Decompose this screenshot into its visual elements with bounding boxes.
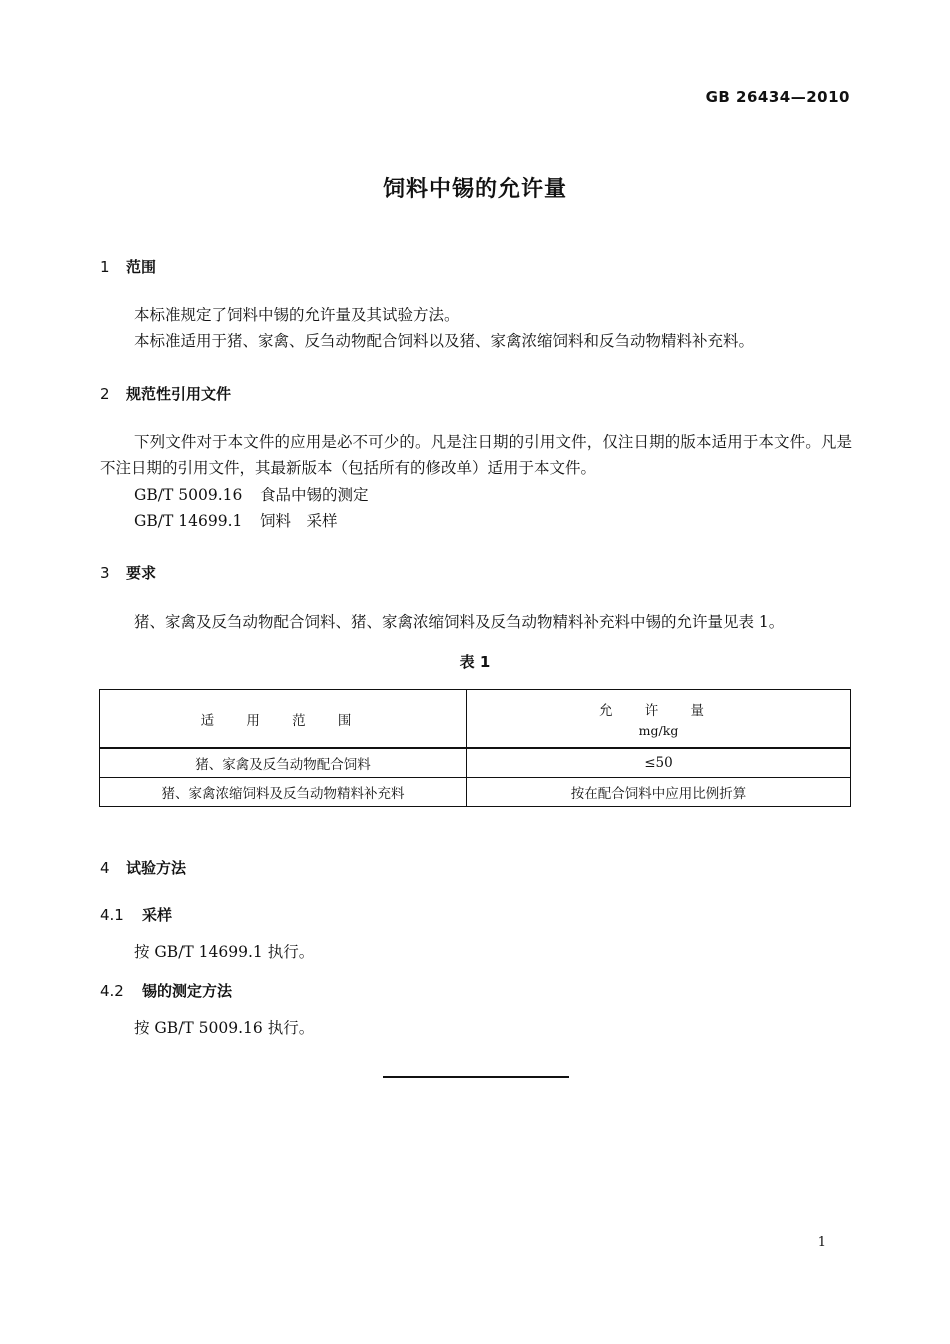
table-header-row bbox=[100, 690, 851, 749]
document-title: 饲料中锡的允许量 bbox=[382, 177, 567, 202]
header-scope: 适 用 范 围 bbox=[100, 690, 467, 749]
subsection-title: 锡的测定方法 bbox=[142, 982, 233, 1000]
subsection-4-1-text: 按 GB/T 14699.1 执行。 bbox=[134, 943, 315, 961]
section-2-paragraph: 下列文件对于本文件的应用是必不可少的。凡是注日期的引用文件，仅注日期的版本适用于本文件。凡是不注日期的引用文件，其最新版本（包括所有的修改单）适用于本文件。 bbox=[100, 433, 852, 477]
reference-item bbox=[134, 509, 338, 531]
section-number: 1 bbox=[100, 258, 110, 276]
cell-limit: ≤50 bbox=[467, 748, 851, 778]
section-1-heading bbox=[100, 256, 156, 277]
requirements-table bbox=[99, 689, 851, 807]
cell-limit: 按在配合饲料中应用比例折算 bbox=[467, 778, 851, 807]
subsection-4-2-text: 按 GB/T 5009.16 执行。 bbox=[134, 1019, 315, 1037]
reference-name: 饲料 采样 bbox=[260, 512, 338, 530]
cell-scope: 猪、家禽浓缩饲料及反刍动物精料补充料 bbox=[100, 778, 467, 807]
reference-item bbox=[134, 483, 369, 505]
section-3-heading bbox=[100, 562, 156, 583]
subsection-4-1-heading bbox=[100, 904, 172, 925]
header-limit-label: 允 许 量 bbox=[598, 703, 719, 719]
subsection-number: 4.1 bbox=[100, 906, 124, 924]
section-1-paragraph-2: 本标准适用于猪、家禽、反刍动物配合饲料以及猪、家禽浓缩饲料和反刍动物精料补充料。 bbox=[134, 332, 755, 350]
subsection-4-2-heading bbox=[100, 980, 232, 1001]
cell-scope: 猪、家禽及反刍动物配合饲料 bbox=[100, 748, 467, 778]
reference-code: GB/T 14699.1 bbox=[134, 512, 243, 530]
section-3-paragraph: 猪、家禽及反刍动物配合饲料、猪、家禽浓缩饲料及反刍动物精料补充料中锡的允许量见表 1。 bbox=[134, 613, 785, 631]
subsection-title: 采样 bbox=[142, 906, 173, 924]
section-number: 4 bbox=[100, 859, 110, 877]
section-title: 要求 bbox=[126, 564, 157, 582]
header-limit-unit: mg/kg bbox=[638, 723, 679, 738]
page-number: 1 bbox=[817, 1235, 826, 1250]
reference-code: GB/T 5009.16 bbox=[134, 486, 243, 504]
subsection-number: 4.2 bbox=[100, 982, 124, 1000]
table-caption: 表 1 bbox=[459, 653, 491, 671]
header-limit bbox=[467, 690, 851, 749]
section-title: 试验方法 bbox=[126, 859, 187, 877]
section-4-heading bbox=[100, 857, 186, 878]
section-number: 3 bbox=[100, 564, 110, 582]
section-2-heading bbox=[100, 383, 231, 404]
reference-name: 食品中锡的测定 bbox=[260, 486, 369, 504]
section-title: 范围 bbox=[126, 258, 157, 276]
table-row bbox=[100, 778, 851, 807]
section-1-paragraph-1: 本标准规定了饲料中锡的允许量及其试验方法。 bbox=[134, 306, 460, 324]
section-title: 规范性引用文件 bbox=[126, 385, 232, 403]
end-divider bbox=[383, 1076, 569, 1078]
section-number: 2 bbox=[100, 385, 110, 403]
standard-code: GB 26434—2010 bbox=[705, 88, 850, 106]
table-row bbox=[100, 748, 851, 778]
